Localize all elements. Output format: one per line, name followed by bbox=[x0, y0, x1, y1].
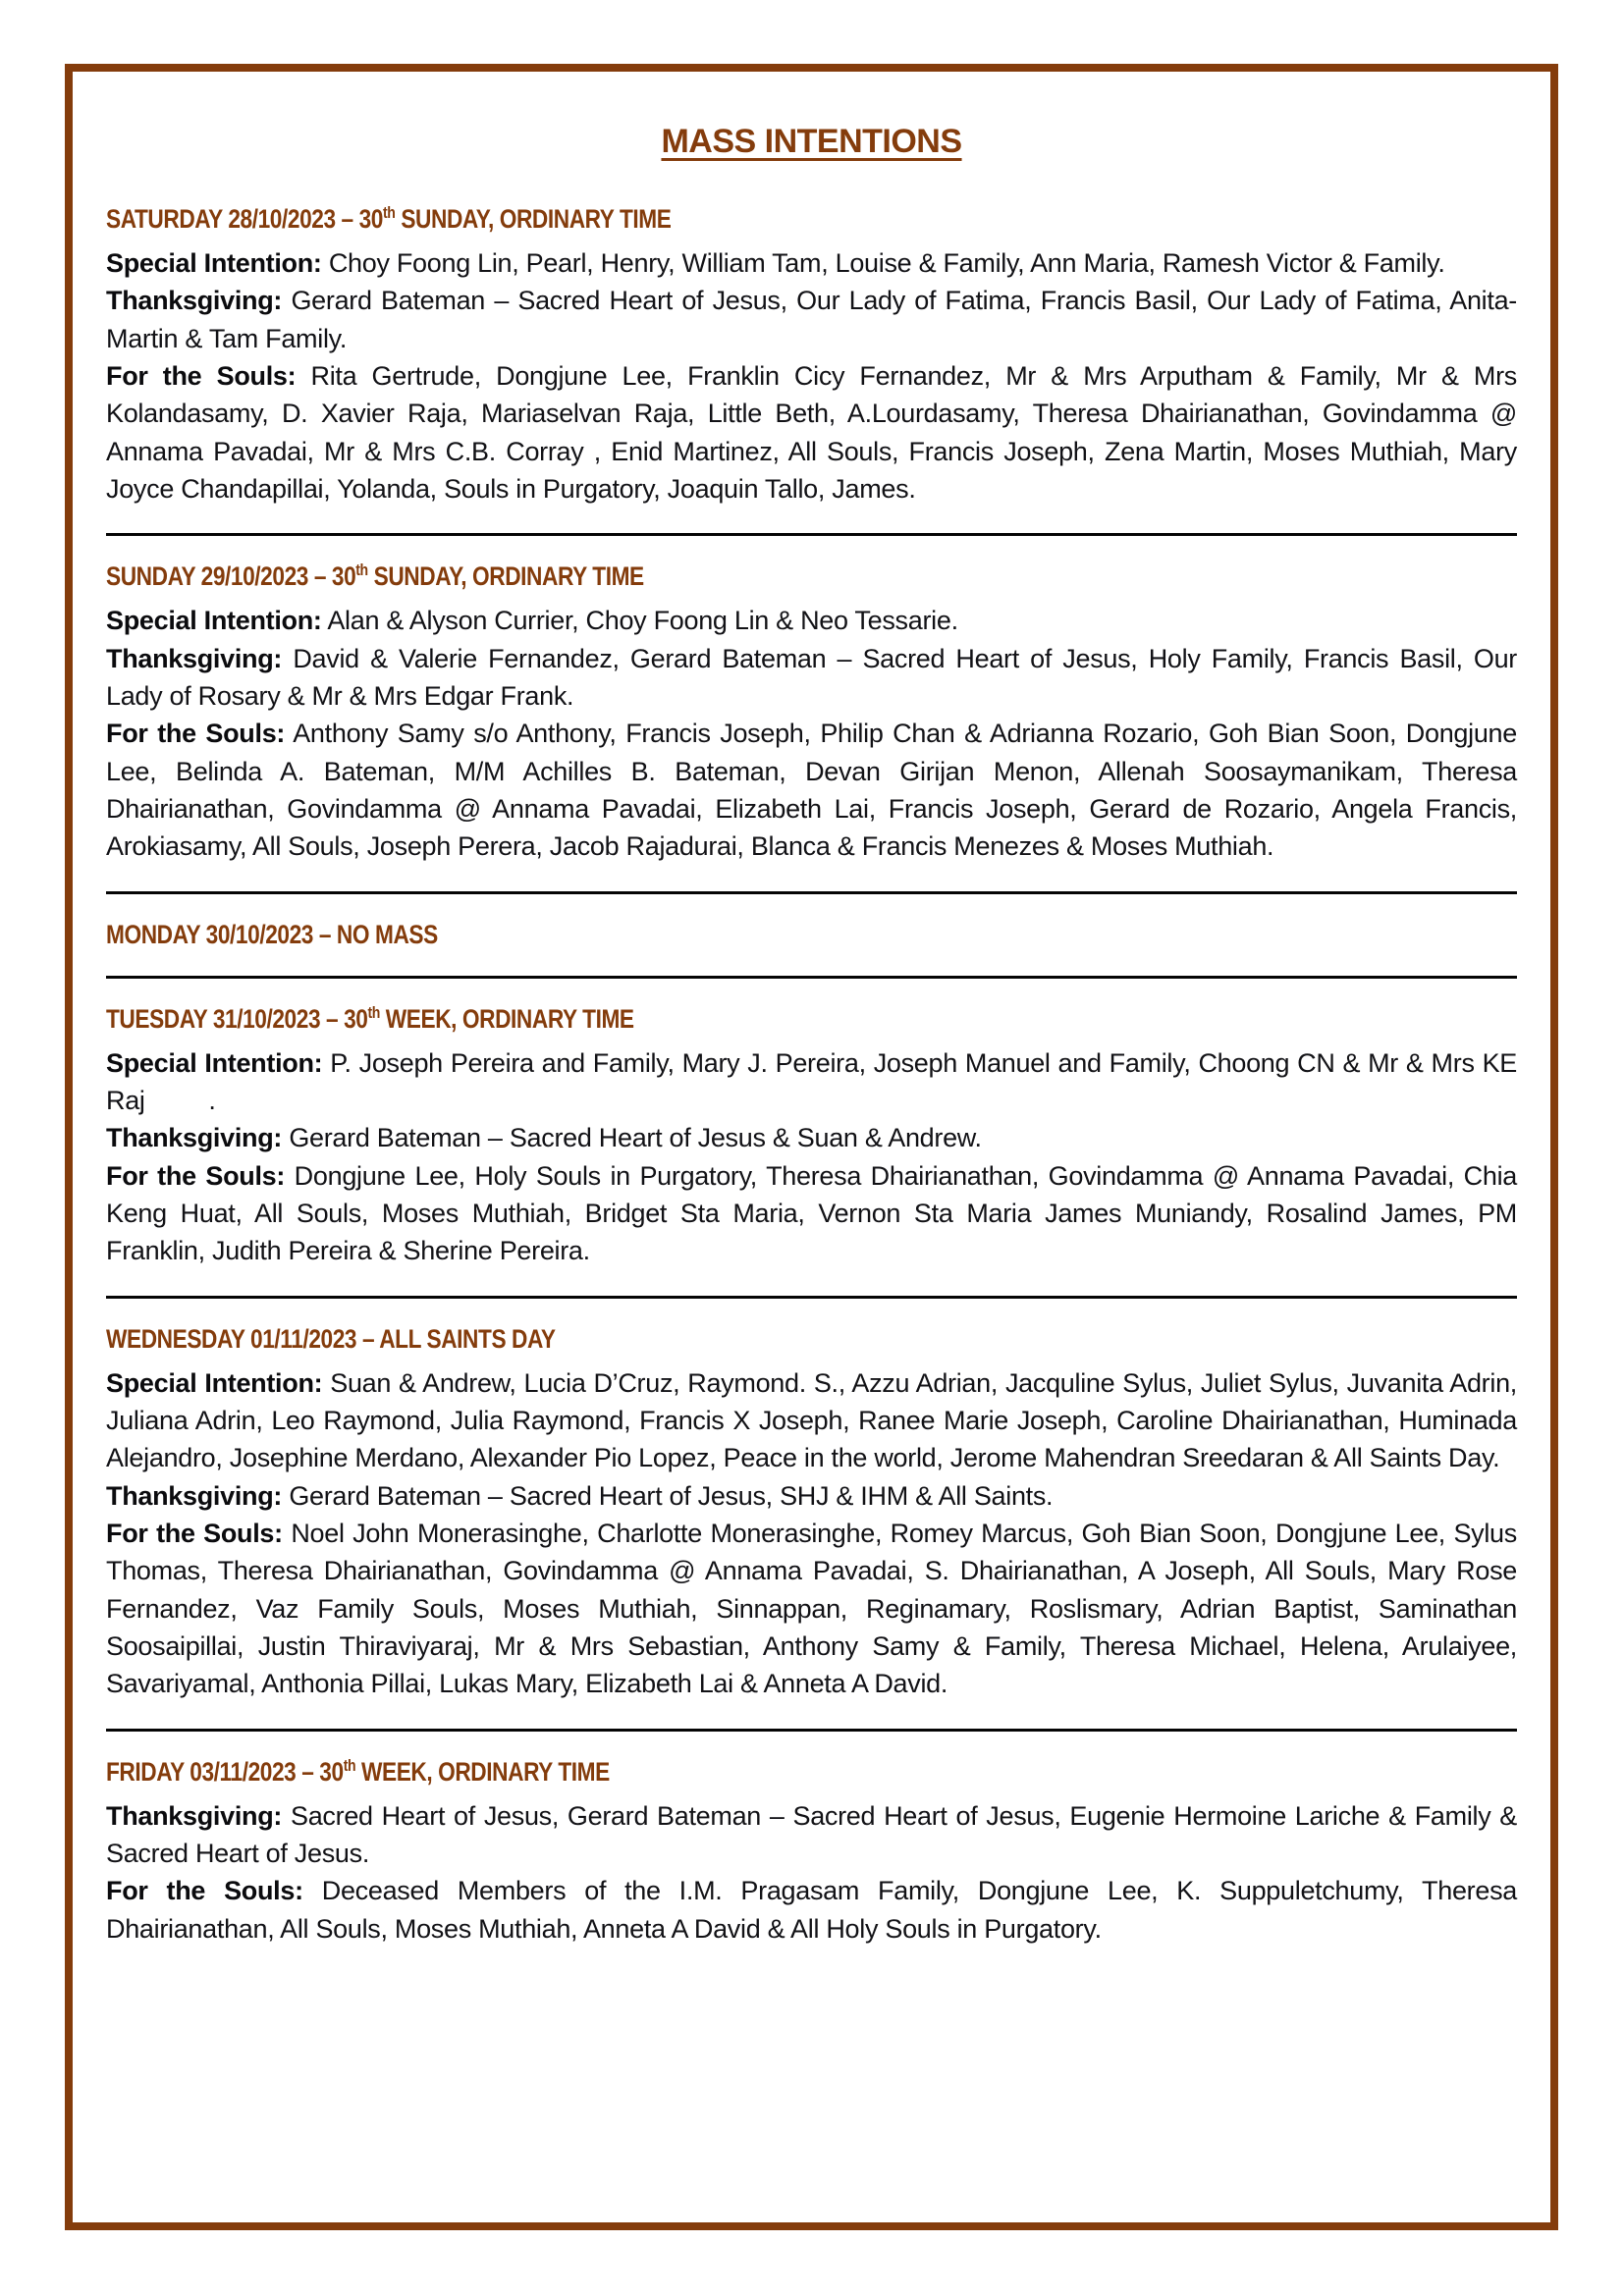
entry-thanksgiving bbox=[106, 282, 1517, 357]
section-friday bbox=[106, 1757, 1517, 1948]
section-sunday bbox=[106, 561, 1517, 865]
heading-text: SUNDAY, ORDINARY TIME bbox=[367, 561, 644, 592]
heading-text: TUESDAY 31/10/2023 – 30 bbox=[106, 1003, 368, 1034]
ordinal-suffix: th bbox=[343, 1755, 356, 1775]
entry-text: Deceased Members of the I.M. Pragasam Family, Dongjune Lee, K. Suppuletchumy, Theresa Dhairianathan, All Souls, Moses Muthiah, Anneta A David & All Holy Souls in Purgatory. bbox=[106, 1876, 1517, 1944]
ordinal-suffix: th bbox=[383, 203, 396, 222]
heading-text: WEEK, ORDINARY TIME bbox=[379, 1003, 634, 1034]
entry-special-intention bbox=[106, 602, 1517, 639]
entry-label: Thanksgiving: bbox=[106, 1480, 283, 1511]
entry-thanksgiving bbox=[106, 1477, 1517, 1515]
ordinal-suffix: th bbox=[355, 561, 368, 580]
ordinal-suffix: th bbox=[367, 1002, 380, 1022]
entry-text: Alan & Alyson Currier, Choy Foong Lin & Neo Tessarie. bbox=[321, 606, 958, 636]
entry-label: Special Intention: bbox=[106, 606, 322, 636]
entry-for-the-souls bbox=[106, 1157, 1517, 1270]
entry-label: Special Intention: bbox=[106, 1047, 323, 1078]
section-heading-wednesday bbox=[106, 1324, 1291, 1355]
entry-label: Thanksgiving: bbox=[106, 286, 283, 316]
entry-text: Gerard Bateman – Sacred Heart of Jesus, Our Lady of Fatima, Francis Basil, Our Lady of Fatima, Anita-Martin & Tam Family. bbox=[106, 286, 1517, 353]
section-heading-sunday bbox=[106, 561, 1291, 592]
heading-text: WEDNESDAY 01/11/2023 – ALL SAINTS DAY bbox=[106, 1323, 556, 1354]
entry-label: Special Intention: bbox=[106, 1367, 323, 1398]
heading-text: WEEK, ORDINARY TIME bbox=[355, 1756, 610, 1787]
section-heading-monday bbox=[106, 920, 1291, 950]
entry-text: Sacred Heart of Jesus, Gerard Bateman – Sacred Heart of Jesus, Eugenie Hermoine Lariche & Family & Sacred Heart of Jesus. bbox=[106, 1800, 1517, 1868]
heading-text: SUNDAY 29/10/2023 – 30 bbox=[106, 561, 356, 592]
entry-label: Thanksgiving: bbox=[106, 1800, 283, 1831]
entry-special-intention bbox=[106, 244, 1517, 282]
entry-label: Thanksgiving: bbox=[106, 643, 283, 673]
entry-for-the-souls bbox=[106, 715, 1517, 865]
document-border-frame bbox=[65, 64, 1558, 2230]
entry-label: Thanksgiving: bbox=[106, 1123, 283, 1153]
section-heading-saturday bbox=[106, 204, 1291, 235]
entry-special-intention bbox=[106, 1044, 1517, 1120]
entry-text: Rita Gertrude, Dongjune Lee, Franklin Cicy Fernandez, Mr & Mrs Arputham & Family, Mr & Mrs Kolandasamy, D. Xavier Raja, Mariaselvan Raja, Little Beth, A.Lourdasamy, Theresa Dhairianathan, Govindamma @ Annama Pavadai, Mr & Mrs C.B. Corray , Enid Martinez, All Souls, Francis Joseph, Zena Martin, Moses Muthiah, Mary Joyce Chandapillai, Yolanda, Souls in Purgatory, Joaquin Tallo, James. bbox=[106, 360, 1517, 504]
section-divider bbox=[106, 891, 1517, 894]
entry-for-the-souls bbox=[106, 1872, 1517, 1948]
entry-label: Special Intention: bbox=[106, 248, 322, 278]
entry-text: P. Joseph Pereira and Family, Mary J. Pereira, Joseph Manuel and Family, Choong CN & Mr & Mrs KE Raj . bbox=[106, 1047, 1517, 1115]
section-divider bbox=[106, 1729, 1517, 1732]
section-divider bbox=[106, 976, 1517, 979]
entry-text: Noel John Monerasinghe, Charlotte Monerasinghe, Romey Marcus, Goh Bian Soon, Dongjune Lee, Sylus Thomas, Theresa Dhairianathan, Govindamma @ Annama Pavadai, S. Dhairianathan, A Joseph, All Souls, Mary Rose Fernandez, Vaz Family Souls, Moses Muthiah, Sinnappan, Reginamary, Roslismary, Adrian Baptist, Saminathan Soosaipillai, Justin Thiraviyaraj, Mr & Mrs Sebastian, Anthony Samy & Family, Theresa Michael, Helena, Arulaiyee, Savariyamal, Anthonia Pillai, Lukas Mary, Elizabeth Lai & Anneta A David. bbox=[106, 1518, 1517, 1699]
section-divider bbox=[106, 533, 1517, 536]
section-divider bbox=[106, 1296, 1517, 1299]
heading-text: FRIDAY 03/11/2023 – 30 bbox=[106, 1756, 344, 1787]
heading-text: SUNDAY, ORDINARY TIME bbox=[395, 204, 672, 234]
entry-special-intention bbox=[106, 1364, 1517, 1477]
heading-text: MONDAY 30/10/2023 – NO MASS bbox=[106, 919, 438, 949]
section-wednesday bbox=[106, 1324, 1517, 1703]
heading-text: SATURDAY 28/10/2023 – 30 bbox=[106, 204, 384, 234]
entry-for-the-souls bbox=[106, 1515, 1517, 1703]
entry-thanksgiving bbox=[106, 1119, 1517, 1156]
section-heading-friday bbox=[106, 1757, 1291, 1788]
page-title: MASS INTENTIONS bbox=[661, 123, 962, 160]
entry-text: David & Valerie Fernandez, Gerard Bateman – Sacred Heart of Jesus, Holy Family, Francis Basil, Our Lady of Rosary & Mr & Mrs Edgar Frank. bbox=[106, 643, 1517, 711]
section-monday bbox=[106, 920, 1517, 950]
entry-thanksgiving bbox=[106, 640, 1517, 716]
section-saturday bbox=[106, 204, 1517, 507]
entry-text: Anthony Samy s/o Anthony, Francis Joseph, Philip Chan & Adrianna Rozario, Goh Bian Soon, Dongjune Lee, Belinda A. Bateman, M/M Achilles B. Bateman, Devan Girijan Menon, Allenah Soosaymanikam, Theresa Dhairianathan, Govindamma @ Annama Pavadai, Elizabeth Lai, Francis Joseph, Gerard de Rozario, Angela Francis, Arokiasamy, All Souls, Joseph Perera, Jacob Rajadurai, Blanca & Francis Menezes & Moses Muthiah. bbox=[106, 719, 1517, 862]
entry-text: Suan & Andrew, Lucia D’Cruz, Raymond. S., Azzu Adrian, Jacquline Sylus, Juliet Sylus, Juvanita Adrin, Juliana Adrin, Leo Raymond, Julia Raymond, Francis X Joseph, Ranee Marie Joseph, Caroline Dhairianathan, Huminada Alejandro, Josephine Merdano, Alexander Pio Lopez, Peace in the world, Jerome Mahendran Sreedaran & All Saints Day. bbox=[106, 1367, 1517, 1473]
entry-for-the-souls bbox=[106, 357, 1517, 507]
entry-text: Choy Foong Lin, Pearl, Henry, William Tam, Louise & Family, Ann Maria, Ramesh Victor & Family. bbox=[321, 248, 1445, 278]
section-heading-tuesday bbox=[106, 1004, 1291, 1035]
entry-text: Dongjune Lee, Holy Souls in Purgatory, Theresa Dhairianathan, Govindamma @ Annama Pavadai, Chia Keng Huat, All Souls, Moses Muthiah, Bridget Sta Maria, Vernon Sta Maria James Muniandy, Rosalind James, PM Franklin, Judith Pereira & Sherine Pereira. bbox=[106, 1160, 1517, 1266]
entry-label: For the Souls: bbox=[106, 1876, 303, 1906]
entry-label: For the Souls: bbox=[106, 1518, 283, 1548]
entry-text: Gerard Bateman – Sacred Heart of Jesus & Suan & Andrew. bbox=[282, 1123, 982, 1153]
section-tuesday bbox=[106, 1004, 1517, 1270]
entry-label: For the Souls: bbox=[106, 360, 297, 391]
entry-label: For the Souls: bbox=[106, 719, 286, 749]
entry-thanksgiving bbox=[106, 1797, 1517, 1873]
entry-label: For the Souls: bbox=[106, 1160, 286, 1191]
entry-text: Gerard Bateman – Sacred Heart of Jesus, SHJ & IHM & All Saints. bbox=[282, 1480, 1054, 1511]
